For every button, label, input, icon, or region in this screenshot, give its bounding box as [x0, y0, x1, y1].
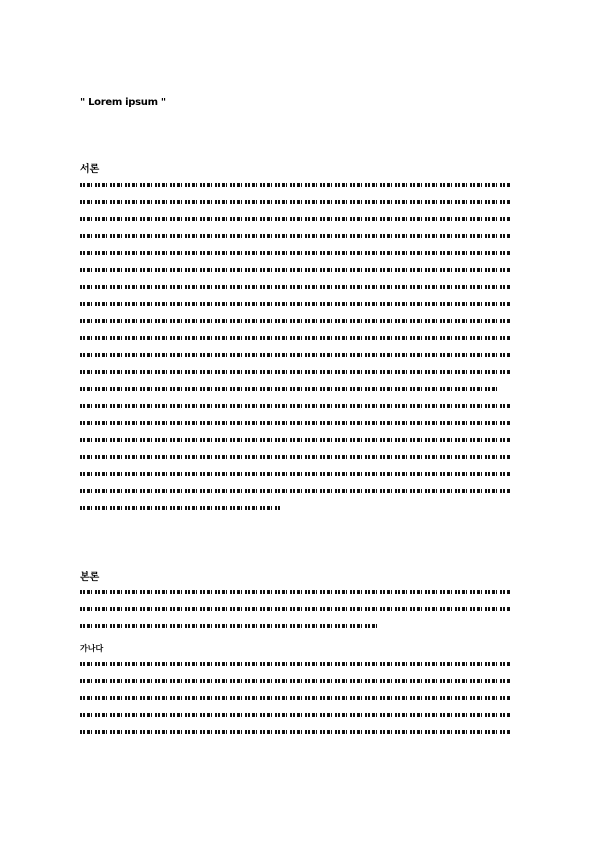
text-line: [80, 268, 510, 272]
text-line: [80, 713, 510, 717]
intro-paragraphs: [80, 183, 510, 523]
text-line: [80, 251, 510, 255]
text-line: [80, 319, 510, 323]
text-line: [80, 455, 510, 459]
document-title: " Lorem ipsum ": [80, 97, 166, 108]
text-line: [80, 679, 510, 683]
subsection-heading: 가나다: [80, 644, 104, 653]
text-line: [80, 217, 510, 221]
section-heading-body: 본론: [80, 572, 100, 583]
text-line: [80, 353, 510, 357]
section-heading-intro: 서론: [80, 164, 100, 175]
text-line: [80, 302, 510, 306]
text-line: [80, 438, 510, 442]
text-line: [80, 624, 380, 628]
text-line: [80, 472, 510, 476]
text-line: [80, 506, 280, 510]
text-line: [80, 183, 510, 187]
body-paragraphs: [80, 590, 510, 641]
text-line: [80, 370, 510, 374]
text-line: [80, 404, 510, 408]
text-line: [80, 662, 510, 666]
subsection-paragraphs: [80, 662, 510, 747]
text-line: [80, 421, 510, 425]
text-line: [80, 387, 500, 391]
text-line: [80, 336, 510, 340]
text-line: [80, 696, 510, 700]
text-line: [80, 730, 510, 734]
text-line: [80, 234, 510, 238]
text-line: [80, 489, 510, 493]
text-line: [80, 590, 510, 594]
text-line: [80, 607, 510, 611]
text-line: [80, 285, 510, 289]
text-line: [80, 200, 510, 204]
